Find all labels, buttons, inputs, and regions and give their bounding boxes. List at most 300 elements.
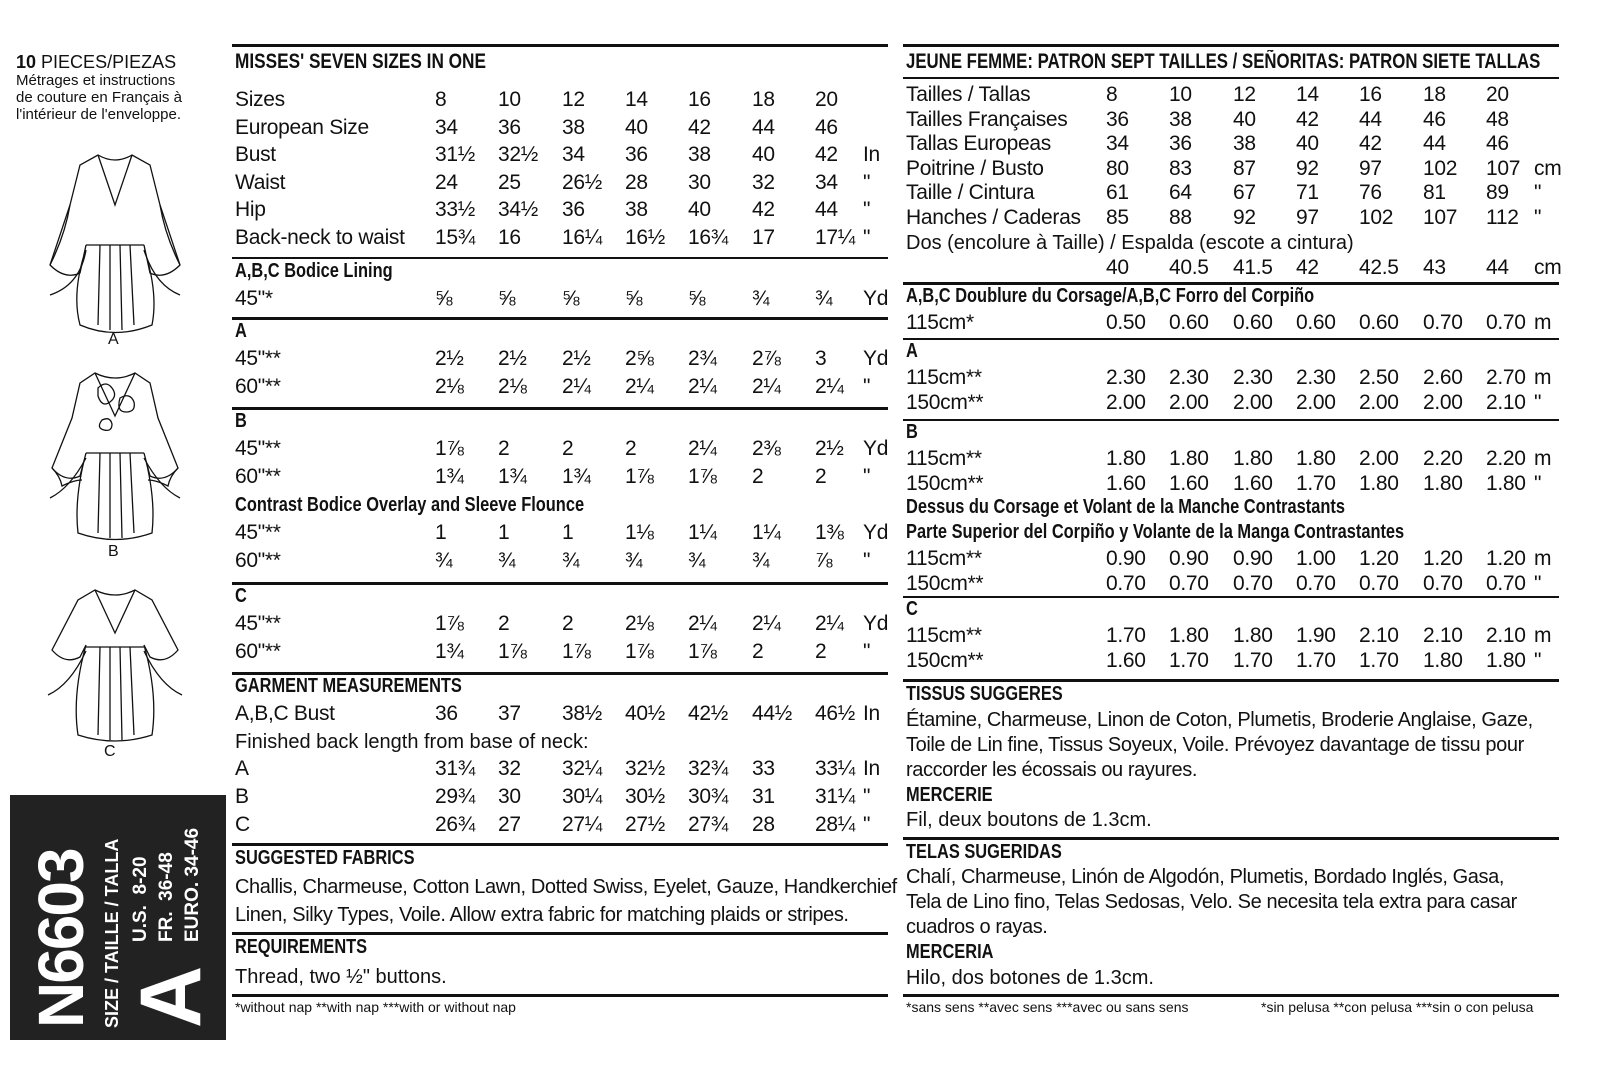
value-cell: 1.60 xyxy=(1106,648,1146,672)
table-title: JEUNE FEMME: PATRON SEPT TAILLES / SEÑORITAS: PATRON SIETE TALLAS xyxy=(906,50,1541,73)
section-heading: REQUIREMENTS xyxy=(235,936,368,958)
value-cell: 1⅞ xyxy=(625,465,654,488)
value-cell: 40 xyxy=(1296,132,1319,155)
unit-cell: cm xyxy=(1534,256,1562,279)
value-cell: 16½ xyxy=(625,225,665,249)
table-row xyxy=(235,549,890,577)
row-label: 45"** xyxy=(235,521,281,544)
value-cell: 2 xyxy=(562,437,574,460)
value-cell: 31¼ xyxy=(815,785,855,808)
row-label: Hip xyxy=(235,198,266,221)
section-heading: Dessus du Corsage et Volant de la Manche Contrastants xyxy=(906,496,1345,518)
value-cell: 1⅞ xyxy=(562,640,591,663)
value-cell: 1.80 xyxy=(1486,648,1526,672)
section-heading: Parte Superior del Corpiño y Volante de la Manga Contrastantes xyxy=(906,521,1405,543)
value-cell: 1¼ xyxy=(752,521,781,544)
unit-cell: Yd xyxy=(863,287,889,310)
value-cell: 1⅞ xyxy=(435,612,464,635)
value-cell: 38½ xyxy=(562,702,602,725)
row-label: Waist xyxy=(235,170,286,194)
value-cell: 18 xyxy=(1423,83,1446,106)
value-cell: 32¼ xyxy=(562,757,602,780)
value-cell: 34 xyxy=(562,143,585,166)
value-cell: 2 xyxy=(815,640,827,663)
value-cell: 83 xyxy=(1169,156,1192,180)
row-label: Taille / Cintura xyxy=(906,181,1035,204)
value-cell: 1¼ xyxy=(688,521,717,544)
unit-cell: " xyxy=(863,375,871,398)
tissus-text: raccorder les écossais ou rayures. xyxy=(906,759,1197,781)
unit-cell: " xyxy=(863,549,871,572)
telas-text: Chalí, Charmeuse, Linón de Algodón, Plumetis, Bordado Inglés, Gasa, xyxy=(906,866,1505,888)
table-row xyxy=(235,640,890,668)
value-cell: 0.70 xyxy=(1359,571,1399,595)
value-cell: 107 xyxy=(1486,156,1521,180)
value-cell: 64 xyxy=(1169,181,1192,204)
value-cell: 1¾ xyxy=(562,465,591,488)
french-note-line: l'intérieur de l'enveloppe. xyxy=(16,106,181,123)
value-cell: 2.20 xyxy=(1423,447,1463,470)
rule xyxy=(903,338,1559,340)
row-label: 45"** xyxy=(235,347,281,370)
row-label: 60"** xyxy=(235,465,281,488)
value-cell: 33¼ xyxy=(815,757,855,780)
value-cell: 81 xyxy=(1423,181,1446,204)
value-cell: 42.5 xyxy=(1359,256,1399,279)
unit-cell: Yd xyxy=(863,521,889,544)
rule xyxy=(232,44,888,47)
size-label: SIZE / TAILLE / TALLA xyxy=(102,838,122,1028)
value-cell: 2⅜ xyxy=(752,437,781,460)
value-cell: 28¼ xyxy=(815,813,855,836)
unit-cell: In xyxy=(863,143,880,166)
row-label: European Size xyxy=(235,115,369,139)
value-cell: 2½ xyxy=(498,347,527,370)
section-heading: SUGGESTED FABRICS xyxy=(235,847,415,869)
value-cell: 2 xyxy=(752,465,764,488)
rule xyxy=(903,77,1559,79)
row-label: 45"** xyxy=(235,612,281,635)
telas-text: Tela de Lino fino, Telas Sedosas, Velo. Se necesita tela extra para casar xyxy=(906,891,1517,913)
section-heading: TELAS SUGERIDAS xyxy=(906,841,1062,863)
table-row xyxy=(906,649,1561,677)
value-cell: 48 xyxy=(1486,107,1509,131)
section-heading: GARMENT MEASUREMENTS xyxy=(235,675,462,697)
value-cell: 2.00 xyxy=(1359,447,1399,470)
value-cell: 1¾ xyxy=(435,640,464,663)
row-label: Tailles Françaises xyxy=(906,107,1068,131)
pieces-info xyxy=(16,52,182,123)
value-cell: 34 xyxy=(435,115,458,139)
value-cell: 2¾ xyxy=(688,347,717,370)
table-row xyxy=(235,702,890,730)
unit-cell: " xyxy=(863,640,871,663)
value-cell: 34 xyxy=(815,170,838,194)
value-cell: 1.70 xyxy=(1296,648,1336,672)
value-cell: 1 xyxy=(435,521,447,544)
value-cell: 46 xyxy=(1486,132,1509,155)
value-cell: 26¾ xyxy=(435,813,475,836)
size-stamp xyxy=(10,795,226,1040)
table-row xyxy=(906,206,1561,234)
value-cell: 107 xyxy=(1423,205,1458,229)
unit-cell: " xyxy=(863,785,871,808)
value-cell: ⅝ xyxy=(435,287,453,310)
value-cell: ⅝ xyxy=(625,287,643,310)
table-row xyxy=(906,391,1561,419)
unit-cell: Yd xyxy=(863,437,889,460)
unit-cell: m xyxy=(1534,366,1552,389)
value-cell: 1⅞ xyxy=(625,640,654,663)
unit-cell: " xyxy=(1534,181,1542,204)
fabrics-text: Challis, Charmeuse, Cotton Lawn, Dotted Swiss, Eyelet, Gauze, Handkerchief xyxy=(235,876,897,898)
value-cell: 36 xyxy=(435,702,458,725)
rule xyxy=(903,837,1559,840)
french-note-line: Métrages et instructions xyxy=(16,72,176,89)
value-cell: 41.5 xyxy=(1233,256,1273,279)
value-cell: 2.10 xyxy=(1486,390,1526,414)
value-cell: 1 xyxy=(562,521,574,544)
section-heading: A,B,C Doublure du Corsage/A,B,C Forro del Corpiño xyxy=(906,285,1315,307)
row-label: 150cm** xyxy=(906,648,984,672)
value-cell: 0.90 xyxy=(1233,547,1273,570)
value-cell: 1.80 xyxy=(1423,648,1463,672)
value-cell: 102 xyxy=(1423,156,1458,180)
rule xyxy=(232,994,888,997)
value-cell: 2.00 xyxy=(1169,390,1209,414)
table-row xyxy=(235,437,890,465)
value-cell: 87 xyxy=(1233,156,1256,180)
value-cell: ⅝ xyxy=(498,287,516,310)
value-cell: 40.5 xyxy=(1169,256,1209,279)
rule xyxy=(903,994,1559,997)
footnote: *sin pelusa **con pelusa ***sin o con pelusa xyxy=(1261,999,1534,1015)
unit-cell: " xyxy=(1534,648,1542,672)
unit-cell: m xyxy=(1534,624,1552,647)
value-cell: 0.60 xyxy=(1169,311,1209,334)
section-heading: A xyxy=(235,320,247,342)
value-cell: 2.20 xyxy=(1486,447,1526,470)
unit-cell: " xyxy=(863,465,871,488)
section-heading: A,B,C Bodice Lining xyxy=(235,260,393,282)
value-cell: ¾ xyxy=(435,549,453,572)
size-us: U.S. 8-20 xyxy=(130,856,151,942)
value-cell: ⅝ xyxy=(562,287,580,310)
value-cell: 102 xyxy=(1359,205,1394,229)
table-row xyxy=(235,757,890,785)
english-table xyxy=(235,50,897,1030)
value-cell: 44 xyxy=(815,198,838,221)
section-heading: A xyxy=(906,340,918,362)
table-row xyxy=(235,143,890,171)
value-cell: 67 xyxy=(1233,181,1256,204)
value-cell: 2½ xyxy=(435,347,464,370)
row-label: Poitrine / Busto xyxy=(906,156,1044,180)
row-label: B xyxy=(235,785,249,808)
value-cell: 30 xyxy=(498,785,521,808)
row-label: Bust xyxy=(235,143,276,166)
value-cell: 33½ xyxy=(435,198,475,221)
value-cell: 31 xyxy=(752,785,775,808)
value-cell: 0.50 xyxy=(1106,311,1146,334)
value-cell: 10 xyxy=(1169,83,1192,106)
value-cell: 1⅛ xyxy=(625,521,654,544)
rule xyxy=(232,257,888,259)
value-cell: 3 xyxy=(815,347,827,370)
value-cell: 2.60 xyxy=(1423,366,1463,389)
value-cell: 27 xyxy=(498,813,521,836)
value-cell: 26½ xyxy=(562,170,602,194)
rule xyxy=(232,582,888,585)
value-cell: ¾ xyxy=(688,549,706,572)
value-cell: 31¾ xyxy=(435,757,475,780)
value-cell: 2 xyxy=(815,465,827,488)
value-cell: 92 xyxy=(1233,205,1256,229)
unit-cell: " xyxy=(1534,571,1542,595)
value-cell: 2.00 xyxy=(1423,390,1463,414)
value-cell: 2⅞ xyxy=(752,347,781,370)
footnote: *without nap **with nap ***with or without nap xyxy=(235,999,516,1015)
pattern-number: N6603 xyxy=(25,849,97,1028)
value-cell: 12 xyxy=(1233,83,1256,106)
value-cell: ⅝ xyxy=(688,287,706,310)
value-cell: 40 xyxy=(1233,107,1256,131)
value-cell: 1 xyxy=(498,521,510,544)
unit-cell: " xyxy=(1534,390,1542,414)
value-cell: 1⅜ xyxy=(815,521,844,544)
value-cell: 2.10 xyxy=(1359,624,1399,647)
value-cell: 30 xyxy=(688,170,711,194)
value-cell: 42 xyxy=(1359,132,1382,155)
value-cell: 1¾ xyxy=(498,465,527,488)
value-cell: 2⅝ xyxy=(625,347,654,370)
value-cell: 14 xyxy=(625,88,648,111)
rule xyxy=(232,932,888,935)
value-cell: 1⅞ xyxy=(688,640,717,663)
view-b-illustration xyxy=(40,368,190,548)
pieces-count: 10 xyxy=(16,52,37,72)
value-cell: 42 xyxy=(752,198,775,221)
rule xyxy=(232,843,888,846)
value-cell: 40½ xyxy=(625,702,665,725)
value-cell: 44 xyxy=(1486,256,1509,279)
table-row xyxy=(235,465,890,493)
row-label: 115cm* xyxy=(906,311,974,334)
unit-cell: " xyxy=(1534,471,1542,495)
value-cell: 44½ xyxy=(752,702,792,725)
requirements-text: Thread, two ½" buttons. xyxy=(235,966,447,988)
value-cell: 44 xyxy=(1359,107,1382,131)
value-cell: 2⅛ xyxy=(625,612,654,635)
value-cell: 43 xyxy=(1423,256,1446,279)
rule xyxy=(903,596,1559,598)
fabrics-text: Linen, Silky Types, Voile. Allow extra fabric for matching plaids or stripes. xyxy=(235,904,849,926)
value-cell: 27¼ xyxy=(562,813,602,836)
size-fr: FR. 36-48 xyxy=(156,852,177,942)
row-label: Back-neck to waist xyxy=(235,225,405,249)
value-cell: 1⅞ xyxy=(498,640,527,663)
value-cell: 12 xyxy=(562,88,585,111)
value-cell: 40 xyxy=(1106,256,1129,279)
value-cell: 1.70 xyxy=(1233,648,1273,672)
value-cell: 30¼ xyxy=(562,785,602,808)
table-row xyxy=(235,813,890,841)
value-cell: 1.00 xyxy=(1296,547,1336,570)
value-cell: 42 xyxy=(1296,256,1319,279)
footnote: *sans sens **avec sens ***avec ou sans sens xyxy=(906,999,1189,1015)
value-cell: 44 xyxy=(752,115,775,139)
section-heading: C xyxy=(235,585,247,607)
value-cell: 2¼ xyxy=(815,375,844,398)
value-cell: 28 xyxy=(625,170,648,194)
value-cell: 2.30 xyxy=(1169,366,1209,389)
rule xyxy=(903,44,1559,47)
unit-cell: cm xyxy=(1534,156,1562,180)
size-letter: A xyxy=(123,965,219,1028)
value-cell: 16¾ xyxy=(688,225,728,249)
section-heading: TISSUS SUGGERES xyxy=(906,683,1063,705)
row-label: Tailles / Tallas xyxy=(906,83,1031,106)
unit-cell: m xyxy=(1534,547,1552,570)
value-cell: 42 xyxy=(688,115,711,139)
view-c-label: C xyxy=(104,743,116,760)
value-cell: 80 xyxy=(1106,156,1129,180)
value-cell: 92 xyxy=(1296,156,1319,180)
value-cell: 8 xyxy=(435,88,447,111)
value-cell: 2 xyxy=(498,437,510,460)
back-length-label: Dos (encolure à Taille) / Espalda (escote a cintura) xyxy=(906,232,1354,254)
section-heading: B xyxy=(235,410,247,432)
value-cell: 16 xyxy=(1359,83,1382,106)
table-row xyxy=(235,521,890,549)
value-cell: 0.70 xyxy=(1169,571,1209,595)
value-cell: 18 xyxy=(752,88,775,111)
value-cell: 1.80 xyxy=(1423,471,1463,495)
value-cell: 0.70 xyxy=(1233,571,1273,595)
table-title: MISSES' SEVEN SIZES IN ONE xyxy=(235,50,486,73)
size-euro: EURO. 34-46 xyxy=(182,827,203,942)
value-cell: 2.00 xyxy=(1359,390,1399,414)
unit-cell: In xyxy=(863,702,880,725)
french-table xyxy=(906,50,1561,1030)
view-b-label: B xyxy=(108,543,119,560)
section-heading: MERCERIA xyxy=(906,941,994,963)
row-label: 60"** xyxy=(235,549,281,572)
rule xyxy=(903,419,1559,421)
table-row xyxy=(235,785,890,813)
value-cell: 1.80 xyxy=(1359,471,1399,495)
pieces-label: PIECES/PIEZAS xyxy=(41,52,177,72)
back-length-label: Finished back length from base of neck: xyxy=(235,731,589,753)
value-cell: 1.80 xyxy=(1233,624,1273,647)
telas-text: cuadros o rayas. xyxy=(906,916,1048,938)
value-cell: 37 xyxy=(498,702,521,725)
row-label: 115cm** xyxy=(906,366,982,389)
value-cell: 0.60 xyxy=(1359,311,1399,334)
row-label: Tallas Europeas xyxy=(906,132,1051,155)
value-cell: 2¼ xyxy=(752,612,781,635)
unit-cell: " xyxy=(863,198,871,221)
row-label: C xyxy=(235,813,250,836)
row-label: 150cm** xyxy=(906,390,984,414)
table-row xyxy=(235,612,890,640)
unit-cell: m xyxy=(1534,311,1552,334)
value-cell: 97 xyxy=(1359,156,1382,180)
view-a-label: A xyxy=(108,331,119,348)
section-heading: Contrast Bodice Overlay and Sleeve Flounce xyxy=(235,494,585,516)
value-cell: 31½ xyxy=(435,143,475,166)
value-cell: 1.80 xyxy=(1296,447,1336,470)
value-cell: 38 xyxy=(625,198,648,221)
value-cell: 1.80 xyxy=(1486,471,1526,495)
value-cell: 36 xyxy=(498,115,521,139)
value-cell: 27½ xyxy=(625,813,665,836)
value-cell: 10 xyxy=(498,88,521,111)
value-cell: 1.70 xyxy=(1106,624,1146,647)
value-cell: 38 xyxy=(1169,107,1192,131)
value-cell: 1.80 xyxy=(1233,447,1273,470)
value-cell: 2¼ xyxy=(815,612,844,635)
value-cell: 16 xyxy=(498,225,521,249)
value-cell: 2 xyxy=(562,612,574,635)
value-cell: 15¾ xyxy=(435,225,475,249)
value-cell: 1.60 xyxy=(1106,471,1146,495)
value-cell: 1.80 xyxy=(1169,447,1209,470)
value-cell: 2¼ xyxy=(625,375,654,398)
value-cell: 33 xyxy=(752,757,775,780)
value-cell: ¾ xyxy=(815,287,833,310)
value-cell: 42½ xyxy=(688,702,728,725)
value-cell: 2.70 xyxy=(1486,366,1526,389)
value-cell: 46 xyxy=(1423,107,1446,131)
value-cell: 2.50 xyxy=(1359,366,1399,389)
value-cell: 2⅛ xyxy=(435,375,464,398)
value-cell: 0.90 xyxy=(1106,547,1146,570)
value-cell: 28 xyxy=(752,813,775,836)
value-cell: 1.70 xyxy=(1169,648,1209,672)
value-cell: 36 xyxy=(562,198,585,221)
value-cell: 2.00 xyxy=(1296,390,1336,414)
value-cell: 42 xyxy=(1296,107,1319,131)
value-cell: ¾ xyxy=(562,549,580,572)
value-cell: 2¼ xyxy=(562,375,591,398)
table-row xyxy=(235,171,890,199)
row-label: 115cm** xyxy=(906,547,982,570)
value-cell: 24 xyxy=(435,170,458,194)
value-cell: 2½ xyxy=(815,437,844,460)
view-c-illustration xyxy=(40,585,190,750)
unit-cell: Yd xyxy=(863,347,889,370)
value-cell: 2¼ xyxy=(688,375,717,398)
row-label: 45"** xyxy=(235,437,281,460)
value-cell: 14 xyxy=(1296,83,1319,106)
value-cell: 0.70 xyxy=(1486,311,1526,334)
value-cell: 16¼ xyxy=(562,225,602,249)
row-label: 60"** xyxy=(235,375,281,398)
tissus-text: Étamine, Charmeuse, Linon de Coton, Plumetis, Broderie Anglaise, Gaze, xyxy=(906,709,1533,731)
value-cell: 1.70 xyxy=(1296,471,1336,495)
value-cell: 97 xyxy=(1296,205,1319,229)
value-cell: 2¼ xyxy=(688,612,717,635)
value-cell: 76 xyxy=(1359,181,1382,204)
value-cell: 0.60 xyxy=(1296,311,1336,334)
value-cell: 44 xyxy=(1423,132,1446,155)
tissus-text: Toile de Lin fine, Tissus Soyeux, Voile. Prévoyez davantage de tissu pour xyxy=(906,734,1524,756)
table-row xyxy=(235,88,890,116)
table-row xyxy=(906,311,1561,339)
table-row xyxy=(235,226,890,254)
row-label: 150cm** xyxy=(906,471,984,495)
